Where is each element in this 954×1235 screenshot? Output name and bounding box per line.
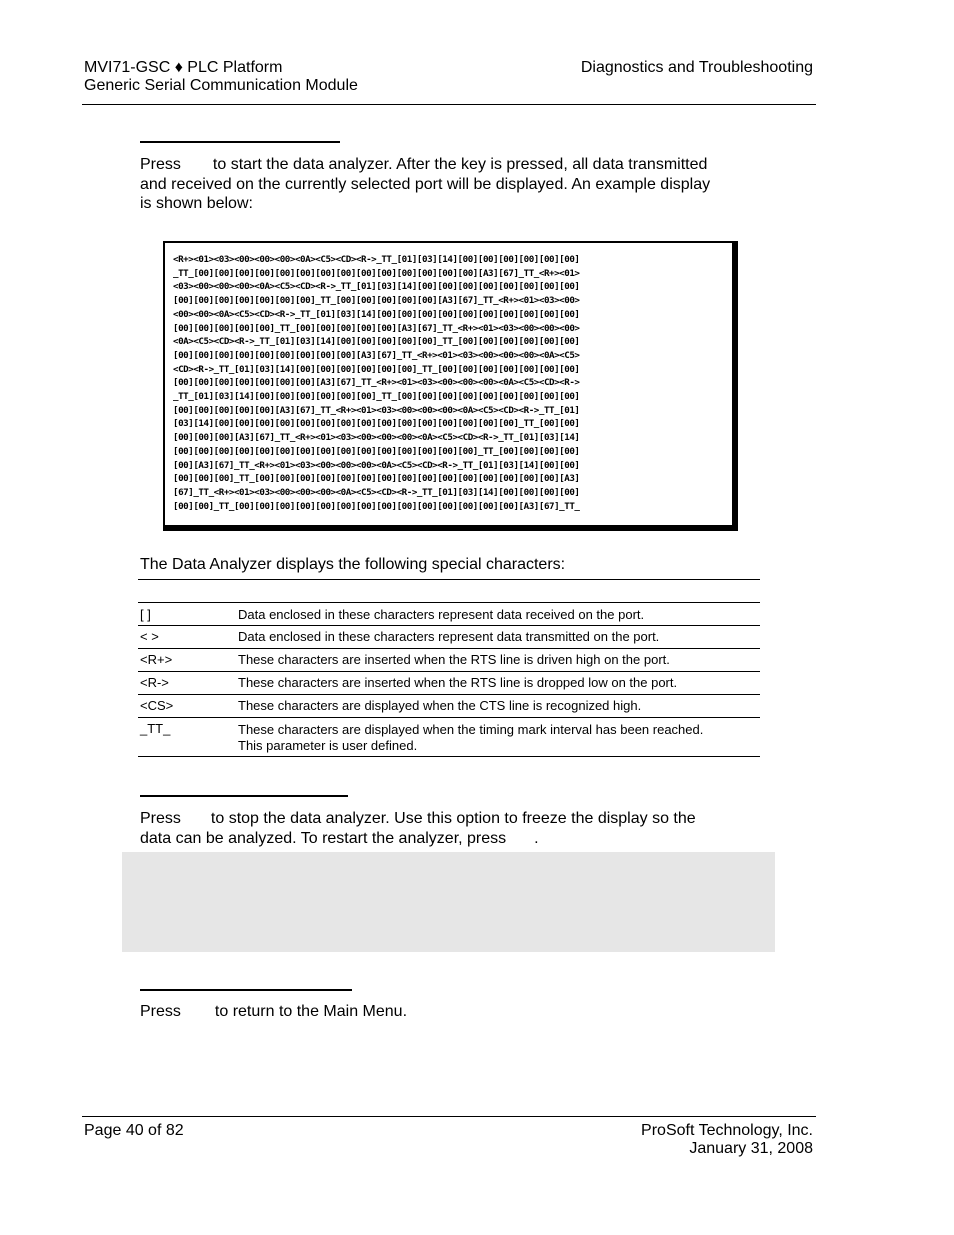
- analyzer-line: [00][00]_TT_[00][00][00][00][00][00][00][00][00][00][00][00][00][00][A3][67]_TT_: [173, 500, 580, 512]
- analyzer-line: [00][00][00][00][00]_TT_[00][00][00][00][00][A3][67]_TT_<R+><01><03><00><00><00>: [173, 322, 580, 334]
- analyzer-line: _TT_[00][00][00][00][00][00][00][00][00][00][00][00][00][00][A3][67]_TT_<R+><01>: [173, 267, 580, 279]
- table-top-rule: [138, 579, 760, 580]
- special-chars-intro: The Data Analyzer displays the following special characters:: [140, 556, 566, 573]
- table-row: [138, 626, 760, 649]
- press-word: Press: [140, 810, 181, 827]
- analyzer-line: [03][14][00][00][00][00][00][00][00][00][00][00][00][00][00][00][00]_TT_[00][00]: [173, 418, 580, 430]
- analyzer-line: <00><00><0A><C5><CD><R->_TT_[01][03][14][00][00][00][00][00][00][00][00][00][00]: [173, 308, 580, 320]
- footer-date: January 31, 2008: [689, 1140, 813, 1157]
- section1-line1: [140, 155, 710, 175]
- header-product-line: MVI71-GSC ♦ PLC Platform: [84, 59, 283, 76]
- section2-line1: [140, 809, 696, 829]
- table-description: These characters are inserted when the RTS line is dropped low on the port.: [238, 675, 678, 690]
- analyzer-line: <0A><C5><CD><R->_TT_[01][03][14][00][00][00][00][00]_TT_[00][00][00][00][00][00]: [173, 336, 580, 348]
- section2-line1-rest: to stop the data analyzer. Use this option to freeze the display so the: [210, 810, 696, 827]
- table-row: [138, 672, 760, 695]
- section2-line2-period: .: [534, 829, 539, 847]
- table-symbol: <R->: [140, 675, 169, 690]
- table-row: [138, 695, 760, 718]
- footer-page-number: Page 40 of 82: [84, 1122, 184, 1139]
- analyzer-line: [67]_TT_<R+><01><03><00><00><00><0A><C5><CD><R->_TT_[01][03][14][00][00][00][00]: [173, 486, 580, 498]
- header-rule: [82, 104, 816, 105]
- table-description: Data enclosed in these characters represent data transmitted on the port.: [238, 629, 660, 644]
- section2-paragraph: [140, 809, 696, 848]
- analyzer-line: [00][00][00][00][00][00][00][A3][67]_TT_<R+><01><03><00><00><00><0A><C5><CD><R->: [173, 377, 580, 389]
- table-description-line1: These characters are displayed when the timing mark interval has been reached.: [238, 722, 704, 737]
- analyzer-line: <R+><01><03><00><00><00><0A><C5><CD><R->_TT_[01][03][14][00][00][00][00][00][00]: [173, 254, 580, 265]
- footer-company: ProSoft Technology, Inc.: [641, 1122, 813, 1139]
- section2-heading-rule: [140, 795, 348, 797]
- table-row: [138, 718, 760, 757]
- section1-heading-rule: [140, 141, 340, 143]
- section1-line1-rest: to start the data analyzer. After the key is pressed, all data transmitted: [212, 156, 708, 173]
- table-symbol: _TT_: [140, 721, 171, 736]
- header-product-subtitle: Generic Serial Communication Module: [84, 77, 358, 94]
- analyzer-line: [00][00][00][00][00][00][00][00][00][00][00][00][00][00][00]_TT_[00][00][00][00]: [173, 445, 580, 457]
- section1-line2: and received on the currently selected port will be displayed. An example display: [140, 175, 711, 193]
- analyzer-line: [00][00][00]_TT_[00][00][00][00][00][00][00][00][00][00][00][00][00][00][00][A3]: [173, 473, 580, 485]
- section2-line2: [140, 829, 696, 849]
- table-description-line2: This parameter is user defined.: [238, 738, 418, 753]
- analyzer-line: [00][00][00][00][00][A3][67]_TT_<R+><01><03><00><00><00><0A><C5><CD><R->_TT_[01]: [173, 404, 580, 416]
- table-symbol: < >: [140, 629, 159, 644]
- section3-paragraph: [140, 1002, 407, 1022]
- analyzer-line: [00][00][00][00][00][00][00][00][00][A3][67]_TT_<R+><01><03><00><00><00><0A><C5>: [173, 349, 580, 361]
- table-row: [138, 603, 760, 626]
- header-section-title: Diagnostics and Troubleshooting: [580, 59, 813, 76]
- analyzer-line: _TT_[01][03][14][00][00][00][00][00][00]_TT_[00][00][00][00][00][00][00][00][00]: [173, 391, 580, 403]
- table-description: [238, 722, 753, 754]
- analyzer-line: [00][00][00][A3][67]_TT_<R+><01><03><00><00><00><0A><C5><CD><R->_TT_[01][03][14]: [173, 432, 580, 444]
- section2-line2-text: data can be analyzed. To restart the analyzer, press: [140, 829, 507, 847]
- analyzer-line: [00][00][00][00][00][00][00]_TT_[00][00][00][00][00][A3][67]_TT_<R+><01><03><00>: [173, 295, 580, 307]
- analyzer-line: [00][A3][67]_TT_<R+><01><03><00><00><00><0A><C5><CD><R->_TT_[01][03][14][00][00]: [173, 459, 580, 471]
- analyzer-line: <03><00><00><00><0A><C5><CD><R->_TT_[01][03][14][00][00][00][00][00][00][00][00]: [173, 281, 580, 293]
- press-word: Press: [140, 1003, 181, 1020]
- data-analyzer-screen: [163, 241, 738, 531]
- table-symbol: <R+>: [140, 652, 173, 667]
- table-description: These characters are displayed when the CTS line is recognized high.: [238, 698, 642, 713]
- note-box: [122, 852, 775, 952]
- table-description: These characters are inserted when the RTS line is driven high on the port.: [238, 652, 670, 667]
- section1-line3: is shown below:: [140, 195, 253, 212]
- footer-rule: [82, 1116, 816, 1117]
- section3-heading-rule: [140, 989, 352, 991]
- press-word: Press: [140, 156, 181, 173]
- section1-paragraph: [140, 155, 710, 214]
- table-symbol: <CS>: [140, 698, 174, 713]
- table-description: Data enclosed in these characters represent data received on the port.: [238, 607, 645, 622]
- analyzer-line: <CD><R->_TT_[01][03][14][00][00][00][00][00][00]_TT_[00][00][00][00][00][00][00]: [173, 363, 580, 375]
- table-symbol: [ ]: [140, 607, 151, 622]
- table-row: [138, 649, 760, 672]
- data-analyzer-output: [173, 253, 729, 513]
- section3-rest: to return to the Main Menu.: [214, 1003, 408, 1020]
